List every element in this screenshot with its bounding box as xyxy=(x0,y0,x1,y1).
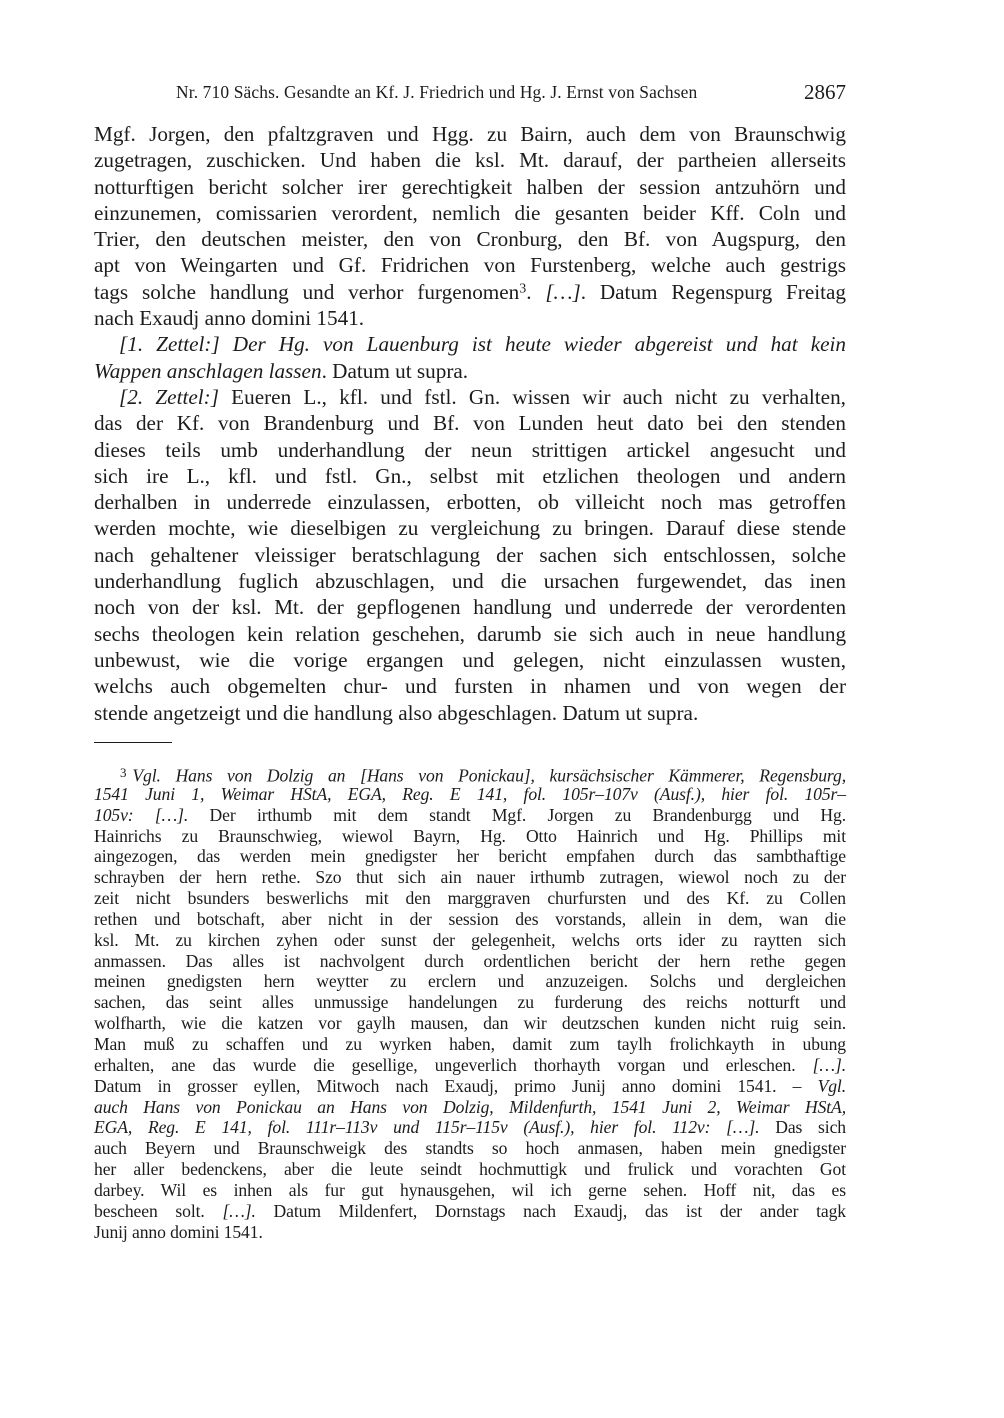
text-line: Trier, den deutschen meister, den von Cronburg, den Bf. von Augspurg, den xyxy=(94,227,846,252)
text-line: werden mochte, wie dieselbigen zu vergleichung zu bringen. Darauf diese stende xyxy=(94,516,846,541)
text-line xyxy=(94,384,846,410)
omission-mark: […]. xyxy=(812,1054,846,1075)
text-line: derhalben in underrede einzulassen, erbotten, ob villeicht noch mas getroffen xyxy=(94,490,846,515)
text-line: sich ire L., kfl. und fstl. Gn., selbst mit etzlichen theologen und andern xyxy=(94,463,846,488)
italic-summary: Wappen anschlagen lassen xyxy=(94,358,322,383)
footnote-citation: EGA, Reg. E 141, fol. 111r–113v und 115r–115v (Ausf.), hier fol. 112v: […]. xyxy=(94,1117,760,1138)
footnote-line: auch Beyern und Braunschweigk des standts so hoch anmasen, haben mein gnedigster xyxy=(94,1138,846,1159)
text-line: Mgf. Jorgen, den pfaltzgraven und Hgg. zu Bairn, auch dem von Braunschwig xyxy=(94,122,846,146)
footnote-line: anmassen. Das alles ist nachvolgent durch ordentlichen bericht der hern rethe gegen xyxy=(94,950,846,971)
footnote-citation: Vgl. xyxy=(817,1075,846,1096)
footnote-line: wolfharth, wie die katzen vor gaylh mausen, dan wir deutzschen kunden nicht ruig sein. xyxy=(94,1013,846,1034)
footnote-line xyxy=(94,1097,846,1118)
footnote-line xyxy=(94,1055,846,1076)
main-text xyxy=(94,121,846,726)
text-line xyxy=(94,331,846,357)
text-span: Datum Mildenfert, Dornstags nach Exaudj, das ist der ander tagk xyxy=(255,1200,846,1221)
footnote-line: rethen und botschaft, aber nicht in der session des vorstands, allein in dem, wan die xyxy=(94,908,846,929)
footnote-line: aingezogen, das werden mein gnedigster her bericht empfahen durch das sambthaftige xyxy=(94,846,846,867)
footnote-line xyxy=(94,1076,846,1097)
text-span: . Datum Regenspurg Freitag xyxy=(580,279,846,304)
text-span: Der irthumb mit dem standt Mgf. Jorgen zu Brandenburgg und Hg. xyxy=(188,804,846,825)
footnote-line: ksl. Mt. zu kirchen zyhen oder sunst der gelegenheit, welchs orts ider zu raytten sich xyxy=(94,929,846,950)
text-line: stende angetzeigt und die handlung also abgeschlagen. Datum ut supra. xyxy=(94,700,699,725)
footnote-citation: 105v: […]. xyxy=(94,804,189,825)
text-span: . xyxy=(526,279,546,304)
zettel-label: [2. Zettel:] xyxy=(119,384,219,409)
text-line: underhandlung fuglich abzuschlagen, und die ursachen furgewendet, das inen xyxy=(94,569,846,594)
footnote-citation: auch Hans von Ponickau an Hans von Dolzig, Mildenfurth, 1541 Juni 2, Weimar HStA, xyxy=(94,1096,846,1117)
footnote-line: zeit nicht bsunders beswerlichs mit den marggraven churfursten und des Kf. zu Collen xyxy=(94,888,846,909)
text-line: zugetragen, zuschicken. Und haben die ksl. Mt. darauf, der partheien allerseits xyxy=(94,148,846,173)
footnote-line: meinen gnedigsten hern weytter zu erclern und anzuzeigen. Solchs und dergleichen xyxy=(94,971,846,992)
text-line xyxy=(94,279,846,305)
running-head-title: Nr. 710 Sächs. Gesandte an Kf. J. Friedrich und Hg. J. Ernst von Sachsen xyxy=(176,82,698,102)
footnote-marker[interactable]: 3 xyxy=(519,281,527,297)
footnote-citation: 1541 Juni 1, Weimar HStA, EGA, Reg. E 141, fol. 105r–107v (Ausf.), hier fol. 105r– xyxy=(94,783,846,804)
text-span: Das sich xyxy=(759,1117,846,1138)
text-line: nach gehaltener vleissiger beratschlagung der sachen sich entschlossen, solche xyxy=(94,542,846,567)
footnote-line: schrayben der hern rethe. Szo thut sich ain nauer irthumb zutragen, wiewol noch zu der xyxy=(94,867,846,888)
running-head xyxy=(94,80,846,112)
text-line: einzunemen, comissarien verordent, nemlich die gesanten beider Kff. Coln und xyxy=(94,200,846,225)
footnote-3 xyxy=(94,763,846,1242)
text-line: das der Kf. von Brandenburg und Bf. von Lunden heut dato bei den stenden xyxy=(94,411,846,436)
text-span: erhalten, ane das wurde die gesellige, ungeverlich thorhayth vorgan und erleschen. xyxy=(94,1054,813,1075)
text-line: welchs auch obgemelten chur- und fursten in nhamen und von wegen der xyxy=(94,674,846,699)
italic-summary: [1. Zettel:] Der Hg. von Lauenburg ist heute wieder abgereist und hat kein xyxy=(119,332,846,357)
footnote-line: sachen, das seint alles unmussige handelungen zu furderung des reichs notturft und xyxy=(94,992,846,1013)
footnote-line xyxy=(94,1201,846,1222)
text-span: Eueren L., kfl. und fstl. Gn. wissen wir auch nicht zu verhalten, xyxy=(218,384,846,409)
page-number: 2867 xyxy=(804,80,846,104)
footnote-line: Man muß zu schaffen und zu wyrken haben, damit zum taylh frolichkayth in ubung xyxy=(94,1033,846,1054)
footnote-line xyxy=(94,784,846,805)
omission-mark: […] xyxy=(545,279,581,304)
text-line: unbewust, wie die vorige ergangen und gelegen, nicht einzulassen wusten, xyxy=(94,647,846,672)
text-span: bescheen solt. xyxy=(94,1200,223,1221)
text-line: noch von der ksl. Mt. der gepflogenen handlung und underrede der verordenten xyxy=(94,595,846,620)
text-span: Datum in grosser eyllen, Mitwoch nach Exaudj, primo Junij anno domini 1541. – xyxy=(94,1075,818,1096)
text-line: nach Exaudj anno domini 1541. xyxy=(94,306,365,331)
footnote-line xyxy=(94,805,846,826)
footnote-rule xyxy=(94,742,172,743)
text-line xyxy=(94,358,846,384)
text-line: dieses teils umb underhandlung der neun strittigen artickel angesucht und xyxy=(94,437,846,462)
text-line: sechs theologen kein relation geschehen, darumb sie sich auch in neue handlung xyxy=(94,621,846,646)
text-line: apt von Weingarten und Gf. Fridrichen von Furstenberg, welche auch gestrigs xyxy=(94,253,846,278)
footnote-line xyxy=(94,1117,846,1138)
text-span: . Datum ut supra. xyxy=(321,358,469,383)
text-line: notturftigen bericht solcher irer gerechtigkeit halben der session antzuhörn und xyxy=(94,174,846,199)
footnote-line: Junij anno domini 1541. xyxy=(94,1221,263,1242)
footnote-line: her aller bedenckens, aber die leute seindt hochmuttigk und frulick und vorachten Got xyxy=(94,1159,846,1180)
footnote-citation: Vgl. Hans von Dolzig an [Hans von Ponickau], kursächsischer Kämmerer, Regensburg, xyxy=(132,765,846,786)
omission-mark: […]. xyxy=(222,1200,256,1221)
footnote-line xyxy=(94,763,846,784)
footnote-line: Hainrichs zu Braunschwieg, wiewol Bayrn, Hg. Otto Hainrich und Hg. Phillips mit xyxy=(94,825,846,846)
footnote-line: darbey. Wil es inhen als fur gut hynausgehen, wil ich gerne sehen. Hoff nit, das es xyxy=(94,1179,846,1200)
text-span: tags solche handlung und verhor furgenomen xyxy=(94,279,520,304)
footnote-number: 3 xyxy=(120,765,127,780)
